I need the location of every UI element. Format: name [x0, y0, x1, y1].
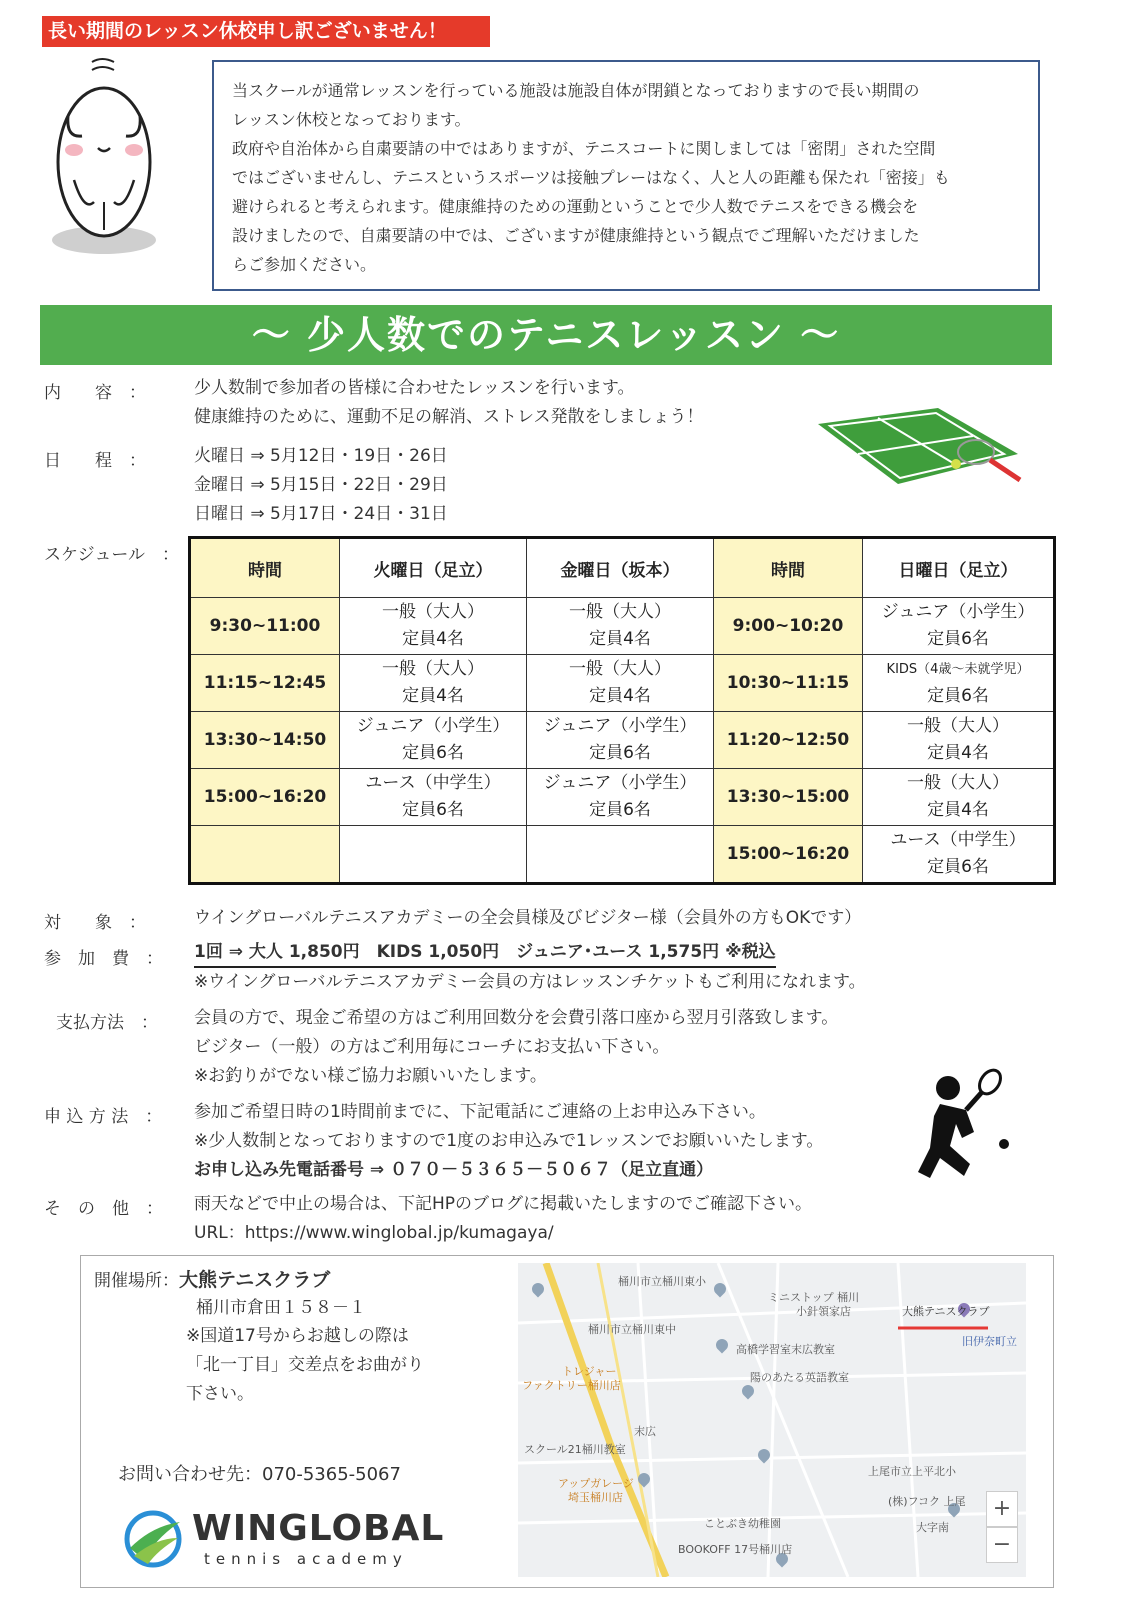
other-line: 雨天などで中止の場合は、下記HPのブログに掲載いたしますのでご確認下さい。 [194, 1194, 813, 1214]
time-cell: 13:30~15:00 [714, 769, 863, 826]
map-zoom-out-button[interactable]: − [986, 1527, 1018, 1563]
apply-phone: お申し込み先電話番号 ⇒ ０７０－５３６５－５０６７（足立直通） [194, 1160, 714, 1180]
map-label: 埼玉桶川店 [568, 1491, 623, 1504]
time-cell: 11:15~12:45 [190, 655, 340, 712]
map-label: (株)フコク 上尾 [888, 1495, 966, 1508]
table-row [190, 769, 1055, 826]
payment-line: ビジター（一般）の方はご利用毎にコーチにお支払い下さい。 [194, 1037, 670, 1057]
map-label: BOOKOFF 17号桶川店 [678, 1543, 793, 1556]
venue-note: 下さい。 [186, 1384, 254, 1404]
apply-line: 参加ご希望日時の1時間前までに、下記電話にご連絡の上お申込み下さい。 [194, 1102, 766, 1122]
payment-text [194, 1004, 838, 1091]
content-line: 健康維持のために、運動不足の解消、ストレス発散をしましょう！ [194, 407, 704, 427]
lesson-cell: 一般（大人） 定員4名 [340, 598, 527, 655]
content-text [194, 374, 704, 432]
header-sun: 日曜日（足立） [863, 538, 1055, 598]
schedule-dates [194, 442, 448, 529]
lesson-cell: ジュニア（小学生） 定員6名 [527, 712, 714, 769]
winglobal-logo-icon [122, 1508, 184, 1570]
notice-line: 設けましたので、自粛要請の中では、ございますが健康維持という観点でご理解いただけました [232, 226, 920, 245]
venue-name: 大熊テニスクラブ [179, 1269, 331, 1291]
venue-map[interactable] [518, 1263, 1026, 1577]
time-cell: 9:30~11:00 [190, 598, 340, 655]
schedule-table [188, 536, 1056, 885]
content-line: 少人数制で参加者の皆様に合わせたレッスンを行います。 [194, 378, 635, 398]
time-cell: 15:00~16:20 [714, 826, 863, 884]
header-tue: 火曜日（足立） [340, 538, 527, 598]
lesson-cell [340, 826, 527, 884]
lesson-cell: 一般（大人） 定員4名 [863, 712, 1055, 769]
map-label: 大字南 [916, 1521, 949, 1534]
schedule-label: スケジュール ： [44, 545, 179, 565]
payment-line: 会員の方で、現金ご希望の方はご利用回数分を会費引落口座から翌月引落致します。 [194, 1008, 839, 1028]
table-row [190, 598, 1055, 655]
url-text: URL：https://www.winglobal.jp/kumagaya/ [194, 1223, 554, 1243]
target-text: ウイングローバルテニスアカデミーの全会員様及びビジター様（会員外の方もOKです） [194, 908, 862, 928]
venue-note: ※国道17号からお越しの際は [186, 1326, 409, 1346]
map-label: ミニストップ 桶川 [768, 1291, 860, 1304]
venue-notes [186, 1322, 424, 1409]
map-label: 桶川市立桶川東小 [618, 1275, 706, 1288]
venue-info [94, 1266, 330, 1296]
other-label: そ の 他 ： [44, 1199, 163, 1219]
notice-line: ではございませんし、テニスというスポーツは接触プレーはなく、人と人の距離も保たれ「密接」も [232, 168, 950, 187]
time-cell: 10:30~11:15 [714, 655, 863, 712]
map-label: ことぶき幼稚園 [704, 1517, 781, 1530]
map-label: 桶川市立桶川東中 [588, 1323, 676, 1336]
payment-line: ※お釣りがでない様ご協力お願いいたします。 [194, 1066, 547, 1086]
venue-label: 開催場所： [94, 1271, 179, 1291]
time-cell: 15:00~16:20 [190, 769, 340, 826]
banner-title: ～ 少人数でのテニスレッスン ～ [40, 305, 1052, 365]
map-label: 陽のあたる英語教室 [750, 1371, 849, 1384]
notice-line: 当スクールが通常レッスンを行っている施設は施設自体が閉鎖となっておりますので長い期間の [232, 81, 920, 100]
time-cell [190, 826, 340, 884]
lesson-cell: 一般（大人） 定員4名 [527, 655, 714, 712]
contact-text: お問い合わせ先：070-5365-5067 [118, 1464, 401, 1485]
notice-box [212, 60, 1040, 291]
header-time-right: 時間 [714, 538, 863, 598]
other-text [194, 1190, 812, 1248]
lesson-cell: 一般（大人） 定員4名 [863, 769, 1055, 826]
fee-text: 1回 ⇒ 大人 1,850円 KIDS 1,050円 ジュニア･ユース 1,575円 ※税込 [194, 938, 776, 968]
apply-line: ※少人数制となっておりますので1度のお申込みで1レッスンでお願いいたします。 [194, 1131, 824, 1151]
header-fri: 金曜日（坂本） [527, 538, 714, 598]
map-label: スクール21桶川教室 [524, 1443, 626, 1456]
lesson-cell: ジュニア（小学生） 定員6名 [527, 769, 714, 826]
notice-line: レッスン休校となっております。 [232, 110, 471, 129]
lesson-cell: ジュニア（小学生） 定員6名 [340, 712, 527, 769]
lesson-cell: ジュニア（小学生） 定員6名 [863, 598, 1055, 655]
map-label: ファクトリー桶川店 [522, 1379, 621, 1392]
content-label: 内 容 ： [44, 383, 146, 403]
lesson-cell [527, 826, 714, 884]
target-label: 対 象 ： [44, 913, 146, 933]
logo-text: WINGLOBAL [192, 1508, 445, 1549]
date-line: 日曜日 ⇒ 5月17日・24日・31日 [194, 504, 448, 524]
date-line: 金曜日 ⇒ 5月15日・22日・29日 [194, 475, 448, 495]
fee-label: 参 加 費 ： [44, 949, 163, 969]
lesson-cell: 一般（大人） 定員4名 [340, 655, 527, 712]
header-time: 時間 [190, 538, 340, 598]
map-label: 末広 [634, 1425, 656, 1438]
map-zoom-in-button[interactable]: + [986, 1491, 1018, 1527]
notice-line: 政府や自治体から自粛要請の中ではありますが、テニスコートに関しましては「密閉」された空間 [232, 139, 936, 158]
lesson-cell: 一般（大人） 定員4名 [527, 598, 714, 655]
venue-note: 「北一丁目」交差点をお曲がり [186, 1355, 424, 1375]
apology-title: 長い期間のレッスン休校申し訳ございません！ [42, 16, 490, 47]
tennis-court-icon [808, 404, 1028, 496]
notice-line: らご参加ください。 [232, 255, 377, 274]
map-label: 高橋学習室末広教室 [736, 1343, 835, 1356]
apply-label: 申 込 方 法 ： [44, 1107, 163, 1127]
date-line: 火曜日 ⇒ 5月12日・19日・26日 [194, 446, 448, 466]
time-cell: 9:00~10:20 [714, 598, 863, 655]
schedule-dates-label: 日 程 ： [44, 451, 146, 471]
time-cell: 13:30~14:50 [190, 712, 340, 769]
fee-note: ※ウイングローバルテニスアカデミー会員の方はレッスンチケットもご利用になれます。 [194, 972, 866, 992]
map-label: トレジャー [562, 1365, 617, 1378]
map-label: 旧伊奈町立 [962, 1335, 1017, 1348]
table-header-row [190, 538, 1055, 598]
map-label-venue: 大熊テニスクラブ [902, 1305, 990, 1318]
logo-subtext: tennis academy [204, 1550, 408, 1568]
table-row [190, 826, 1055, 884]
lesson-cell: ユース（中学生） 定員6名 [340, 769, 527, 826]
time-cell: 11:20~12:50 [714, 712, 863, 769]
map-label: アップガレージ [558, 1477, 634, 1490]
apply-text [194, 1098, 823, 1185]
lesson-cell: ユース（中学生） 定員6名 [863, 826, 1055, 884]
bowing-mascot-icon [44, 52, 162, 262]
lesson-cell: KIDS（4歳～未就学児） 定員6名 [863, 655, 1055, 712]
map-label: 小針領家店 [796, 1305, 851, 1318]
table-row [190, 712, 1055, 769]
notice-line: 避けられると考えられます。健康維持のための運動ということで少人数でテニスをできる機会を [232, 197, 919, 216]
tennis-player-icon [904, 1066, 1014, 1190]
map-label: 上尾市立上平北小 [868, 1465, 956, 1478]
venue-address: 桶川市倉田１５８－１ [196, 1298, 366, 1318]
table-row [190, 655, 1055, 712]
payment-label: 支払方法 ： [56, 1013, 158, 1033]
